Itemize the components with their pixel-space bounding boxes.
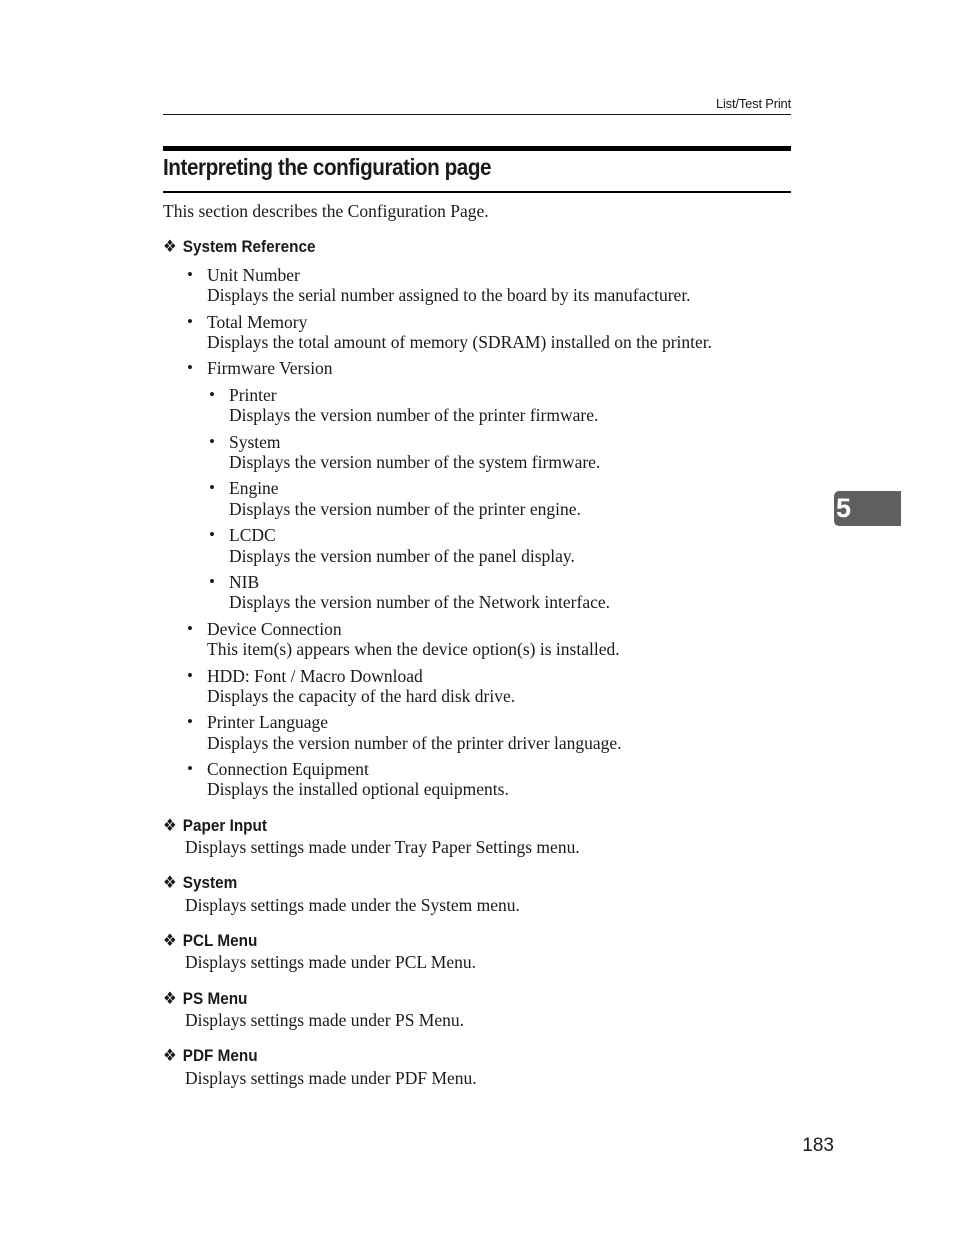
sub-item-desc: Displays the version number of the panel display. (229, 546, 575, 566)
section-heading-pdf-menu: ❖ PDF Menu (163, 1046, 258, 1065)
section-desc: Displays settings made under Tray Paper Settings menu. (185, 837, 580, 857)
section-heading-system-reference: ❖ System Reference (163, 237, 316, 256)
list-item-term: Printer Language (207, 712, 328, 732)
section-heading-paper-input: ❖ Paper Input (163, 816, 267, 835)
diamond-icon: ❖ (163, 816, 177, 835)
list-item-desc: Displays the installed optional equipments. (207, 779, 509, 799)
bullet-icon: • (209, 385, 215, 404)
list-item-term: Unit Number (207, 265, 300, 285)
bullet-icon: • (209, 572, 215, 591)
page-number: 183 (802, 1135, 834, 1156)
sub-item-term: System (229, 432, 281, 452)
list-item-term: Device Connection (207, 619, 342, 639)
sub-item-term: Engine (229, 478, 279, 498)
bullet-icon: • (187, 358, 193, 377)
list-item-desc: Displays the total amount of memory (SDRAM) installed on the printer. (207, 332, 712, 352)
header-rule (163, 114, 791, 115)
bullet-icon: • (187, 619, 193, 638)
chapter-number: 5 (836, 493, 852, 523)
diamond-icon: ❖ (163, 989, 177, 1008)
sub-item-term: Printer (229, 385, 277, 405)
list-item-term: Firmware Version (207, 358, 333, 378)
diamond-icon: ❖ (163, 237, 177, 256)
list-item-desc: This item(s) appears when the device option(s) is installed. (207, 639, 620, 659)
diamond-icon: ❖ (163, 1046, 177, 1065)
section-heading-system: ❖ System (163, 873, 238, 892)
section-heading-pcl-menu: ❖ PCL Menu (163, 931, 258, 950)
sub-item-term: LCDC (229, 525, 276, 545)
list-item-desc: Displays the capacity of the hard disk drive. (207, 686, 516, 706)
sub-item-desc: Displays the version number of the Network interface. (229, 592, 610, 612)
bullet-icon: • (209, 478, 215, 497)
bullet-icon: • (187, 312, 193, 331)
list-item-desc: Displays the serial number assigned to the board by its manufacturer. (207, 285, 691, 305)
intro-text: This section describes the Configuration Page. (163, 201, 489, 221)
page-title: Interpreting the configuration page (163, 154, 492, 180)
bullet-icon: • (187, 759, 193, 778)
list-item-term: HDD: Font / Macro Download (207, 666, 423, 686)
bullet-icon: • (209, 432, 215, 451)
bullet-icon: • (187, 666, 193, 685)
sub-item-desc: Displays the version number of the printer engine. (229, 499, 581, 519)
section-heading-ps-menu: ❖ PS Menu (163, 989, 248, 1008)
section-desc: Displays settings made under PDF Menu. (185, 1068, 477, 1088)
section-desc: Displays settings made under the System menu. (185, 895, 520, 915)
list-item-term: Total Memory (207, 312, 308, 332)
sub-item-desc: Displays the version number of the printer firmware. (229, 405, 599, 425)
bullet-icon: • (209, 525, 215, 544)
running-head: List/Test Print (715, 96, 791, 111)
section-desc: Displays settings made under PCL Menu. (185, 952, 476, 972)
list-item-desc: Displays the version number of the printer driver language. (207, 733, 622, 753)
diamond-icon: ❖ (163, 931, 177, 950)
sub-item-desc: Displays the version number of the system firmware. (229, 452, 601, 472)
title-rule (163, 191, 791, 193)
section-desc: Displays settings made under PS Menu. (185, 1010, 465, 1030)
diamond-icon: ❖ (163, 873, 177, 892)
sub-item-term: NIB (229, 572, 260, 592)
bullet-icon: • (187, 265, 193, 284)
bullet-icon: • (187, 712, 193, 731)
title-bar (163, 146, 791, 151)
list-item-term: Connection Equipment (207, 759, 369, 779)
